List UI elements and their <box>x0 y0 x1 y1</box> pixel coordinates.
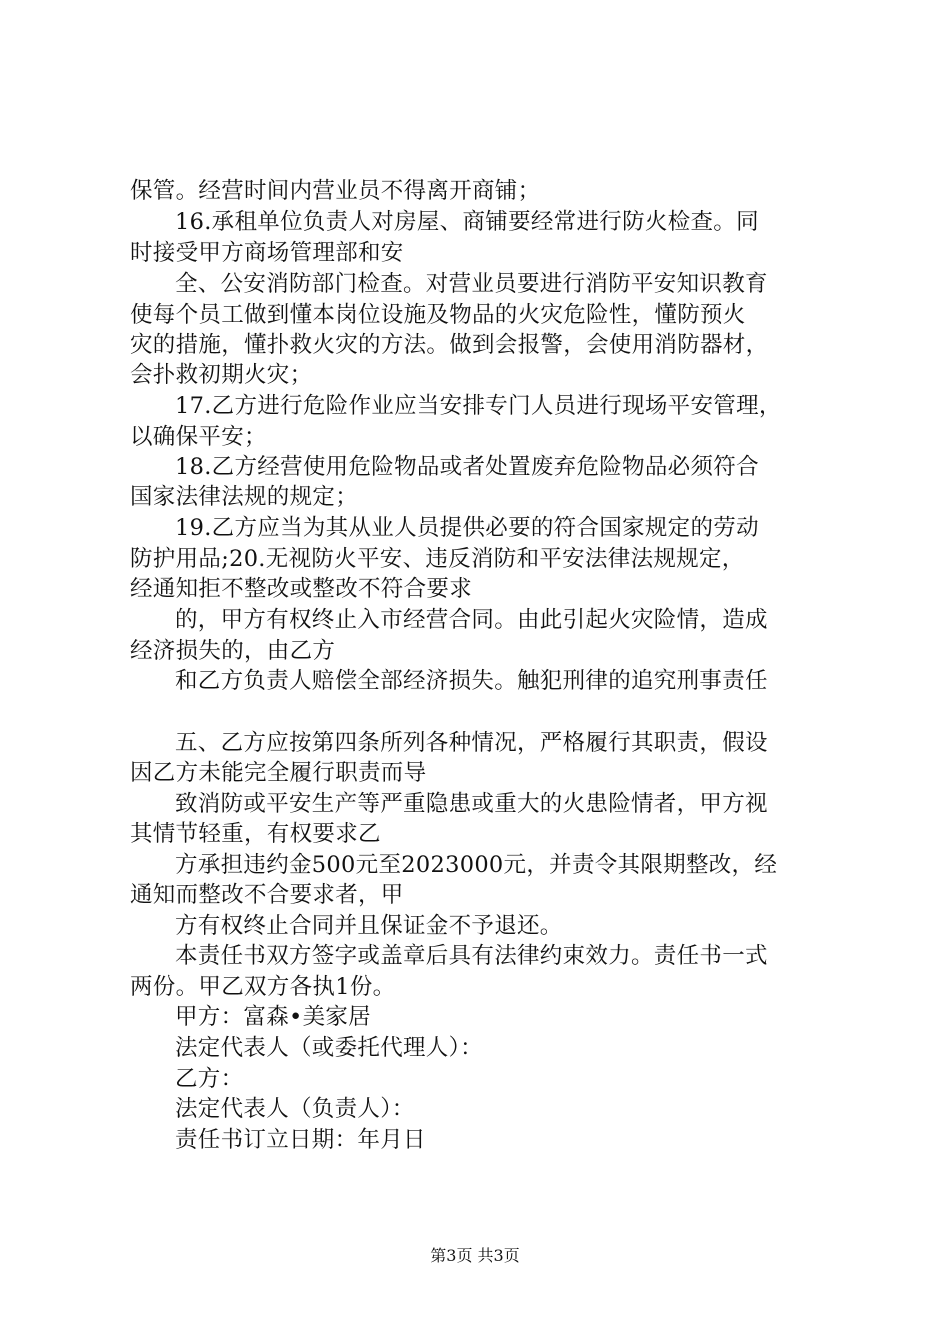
text-line: 因乙方未能完全履行职责而导 <box>130 760 427 786</box>
representative-line: 法定代表人（负责人）： <box>175 1096 415 1122</box>
text-line: 方有权终止合同并且保证金不予退还。 <box>175 913 563 939</box>
text-line: 会扑救初期火灾； <box>130 362 313 388</box>
text-line: 全、公安消防部门检查。对营业员要进行消防平安知识教育 <box>175 271 768 297</box>
text-line: 17.乙方进行危险作业应当安排专门人员进行现场平安管理， <box>175 393 782 419</box>
text-line: 18.乙方经营使用危险物品或者处置废弃危险物品必须符合 <box>175 454 759 480</box>
text-line: 16.承租单位负责人对房屋、商铺要经常进行防火检查。同 <box>175 209 759 235</box>
text-line: 两份。甲乙双方各执1份。 <box>130 974 396 1000</box>
signing-date-line: 责任书订立日期：年月日 <box>175 1127 426 1153</box>
text-line: 使每个员工做到懂本岗位设施及物品的火灾危险性，懂防预火 <box>130 302 746 328</box>
text-line: 以确保平安； <box>130 424 267 450</box>
text-line: 方承担违约金500元至2023000元，并责令其限期整改，经 <box>175 852 778 878</box>
text-line: 保管。经营时间内营业员不得离开商铺； <box>130 178 541 204</box>
text-line: 和乙方负责人赔偿全部经济损失。触犯刑律的追究刑事责任 <box>175 668 768 694</box>
text-line: 的，甲方有权终止入市经营合同。由此引起火灾险情，造成 <box>175 607 768 633</box>
text-line: 时接受甲方商场管理部和安 <box>130 240 404 266</box>
text-line: 国家法律法规的规定； <box>130 484 359 510</box>
representative-line: 法定代表人（或委托代理人）： <box>175 1035 483 1061</box>
text-line: 本责任书双方签字或盖章后具有法律约束效力。责任书一式 <box>175 943 768 969</box>
text-line: 致消防或平安生产等严重隐患或重大的火患险情者，甲方视 <box>175 791 768 817</box>
text-line: 经通知拒不整改或整改不符合要求 <box>130 576 473 602</box>
text-line: 经济损失的，由乙方 <box>130 638 336 664</box>
text-line: 防护用品;20.无视防火平安、违反消防和平安法律法规规定， <box>130 546 745 572</box>
party-a-line: 甲方：富森•美家居 <box>175 1004 371 1030</box>
text-line: 灾的措施，懂扑救火灾的方法。做到会报警，会使用消防器材， <box>130 332 769 358</box>
text-line: 五、乙方应按第四条所列各种情况，严格履行其职责，假设 <box>175 730 768 756</box>
text-line: 19.乙方应当为其从业人员提供必要的符合国家规定的劳动 <box>175 515 759 541</box>
party-b-line: 乙方： <box>175 1066 244 1092</box>
text-line: 其情节轻重，有权要求乙 <box>130 821 381 847</box>
page-number: 第3页 共3页 <box>430 1246 520 1265</box>
text-line: 通知而整改不合要求者，甲 <box>130 882 404 908</box>
